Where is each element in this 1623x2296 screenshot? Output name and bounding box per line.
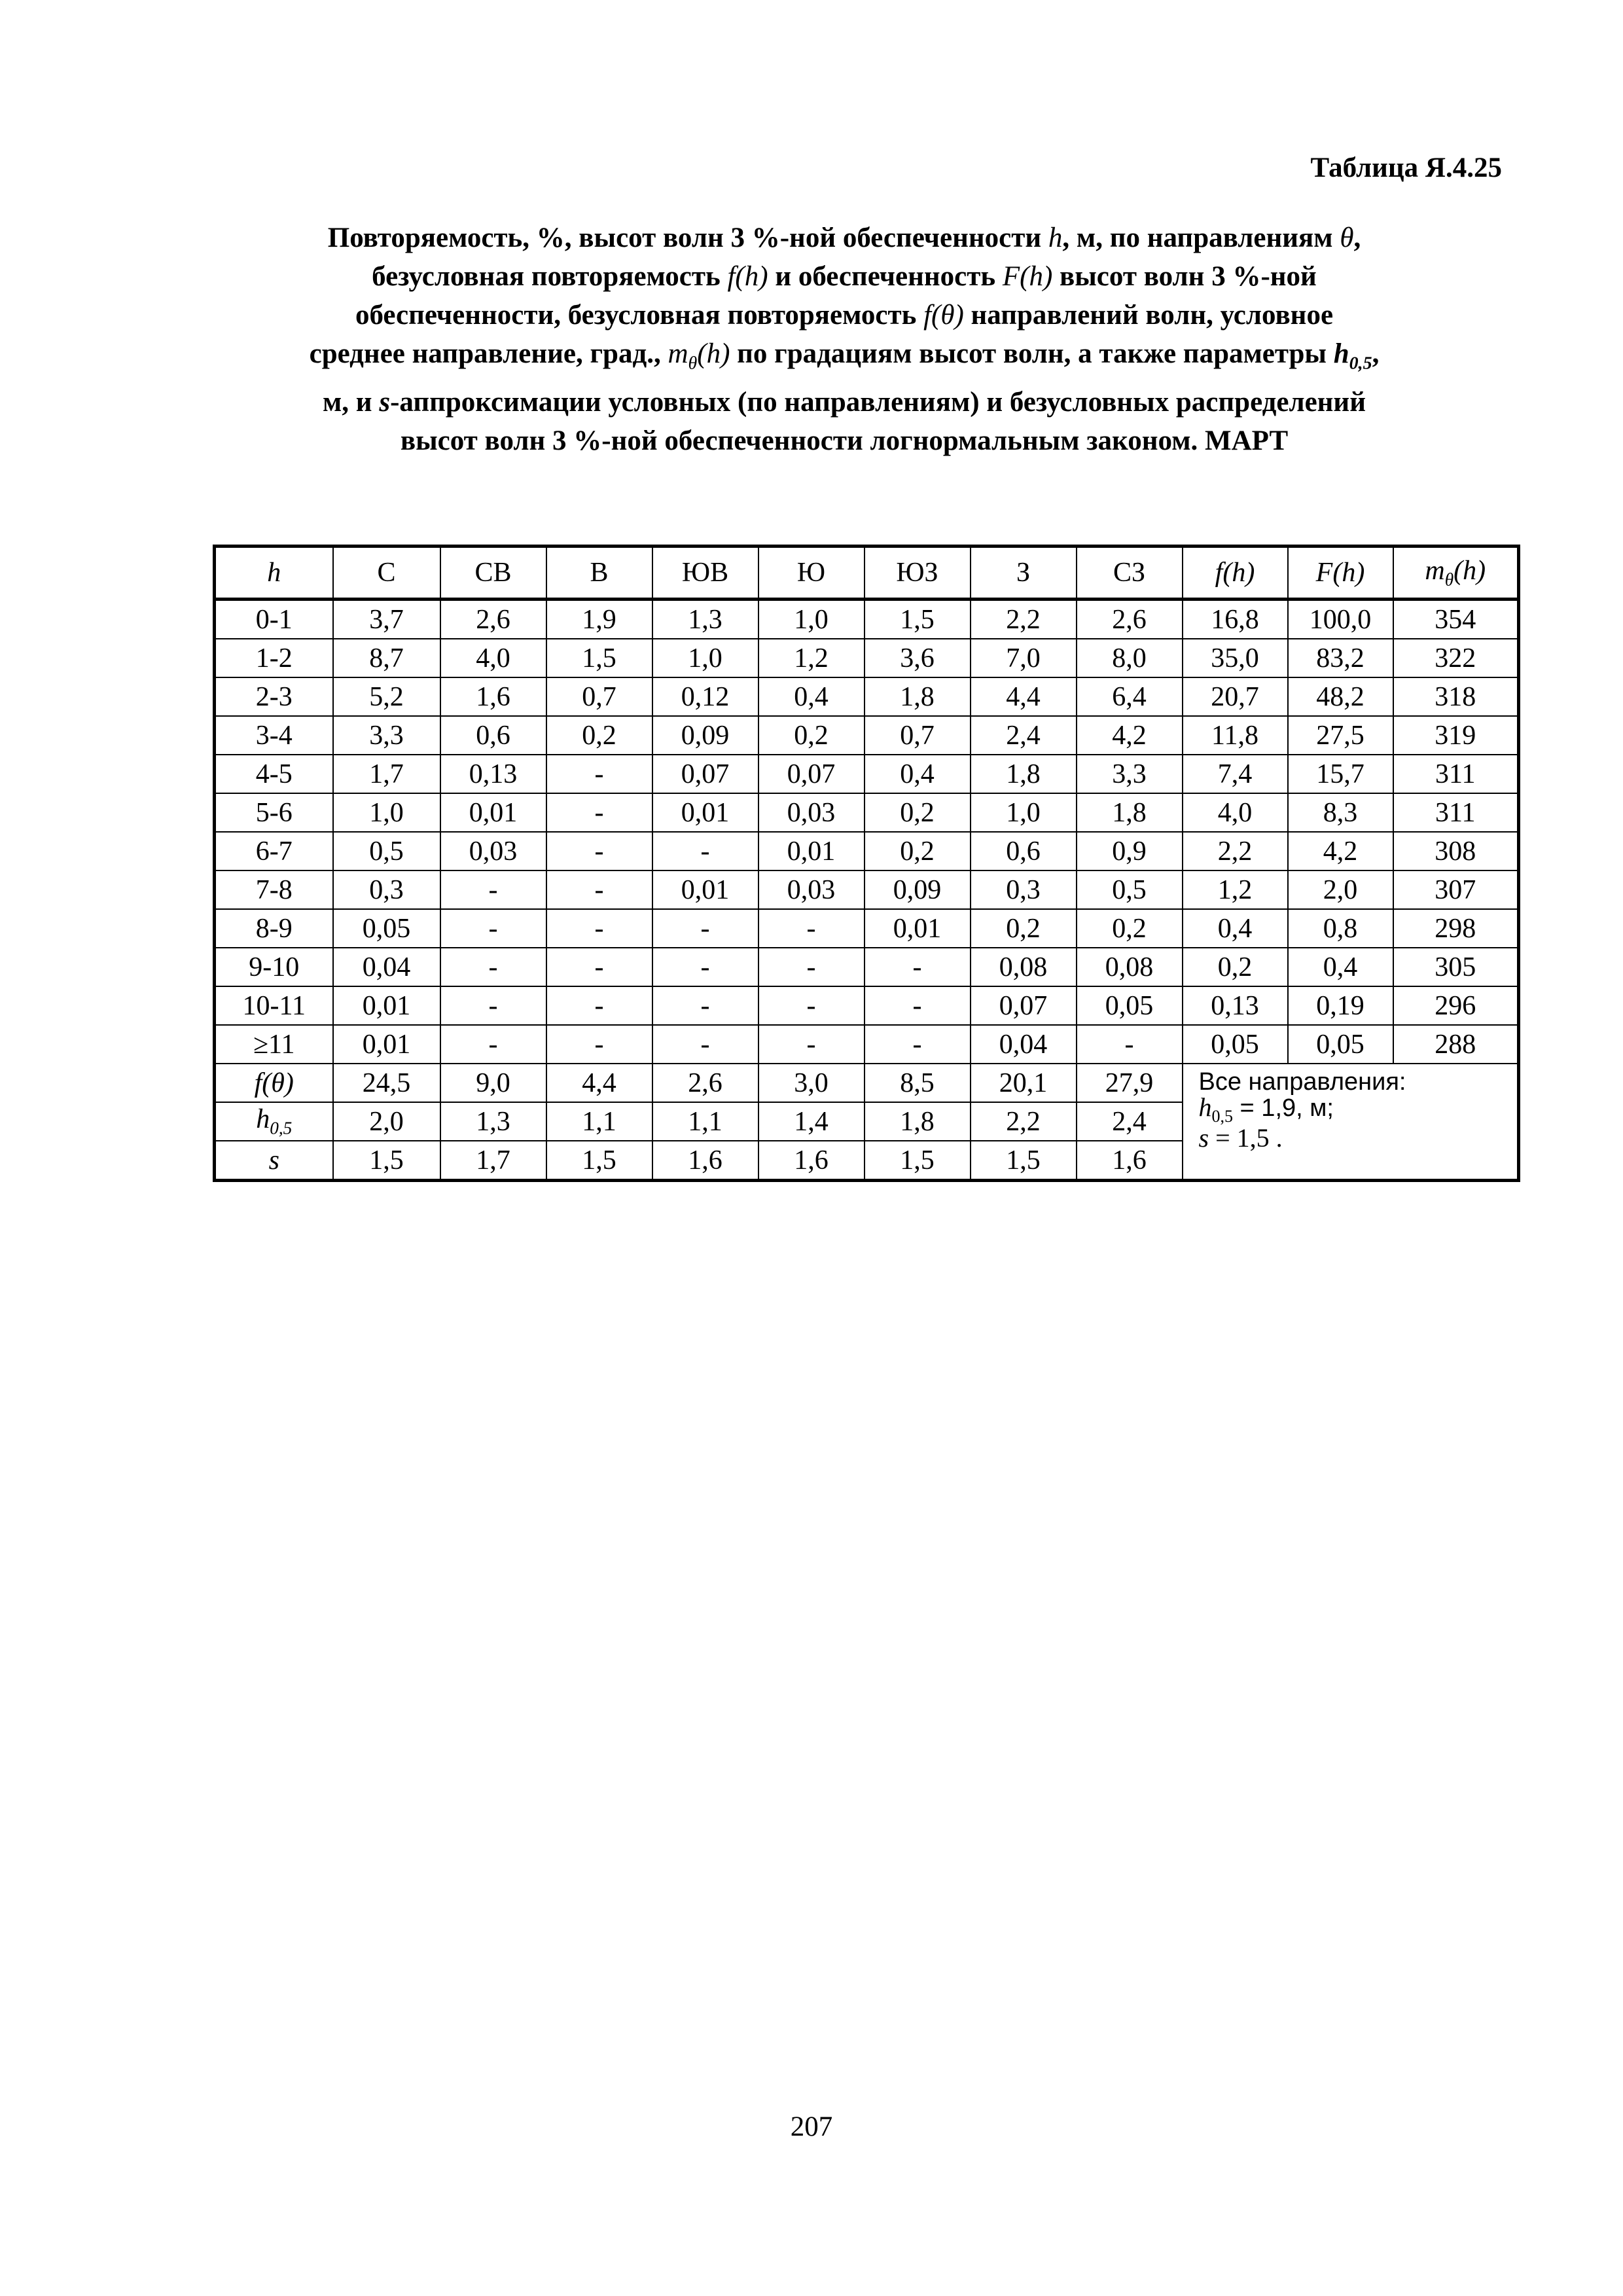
cell-s: 1,6 bbox=[1077, 1141, 1183, 1181]
row-label-h05 bbox=[215, 1102, 333, 1141]
cell-s: 1,6 bbox=[652, 1141, 758, 1181]
cell-value: 0,2 bbox=[1077, 909, 1183, 948]
cell-Fh: 48,2 bbox=[1288, 677, 1393, 716]
cell-value: 0,2 bbox=[865, 793, 971, 832]
row-h-range: ≥11 bbox=[215, 1025, 333, 1064]
cell-value: - bbox=[652, 909, 758, 948]
summary-s-label: s bbox=[1198, 1123, 1209, 1153]
cell-m: 322 bbox=[1393, 639, 1519, 677]
cell-Fh: 2,0 bbox=[1288, 870, 1393, 909]
cell-value: 0,05 bbox=[333, 909, 440, 948]
cell-value: - bbox=[758, 948, 865, 986]
cell-value: 0,2 bbox=[865, 832, 971, 870]
cell-s: 1,5 bbox=[333, 1141, 440, 1181]
cell-value: 4,0 bbox=[440, 639, 546, 677]
cell-Fh: 15,7 bbox=[1288, 755, 1393, 793]
row-h-range: 7-8 bbox=[215, 870, 333, 909]
caption-text: среднее направление, град., bbox=[309, 338, 661, 369]
cell-fh: 0,13 bbox=[1183, 986, 1288, 1025]
caption-text: , м, по направлениям bbox=[1062, 223, 1333, 253]
row-label-h05-letter: h bbox=[256, 1104, 270, 1135]
cell-value: 3,7 bbox=[333, 600, 440, 639]
row-h-range: 2-3 bbox=[215, 677, 333, 716]
cell-value: 3,6 bbox=[865, 639, 971, 677]
cell-value: - bbox=[758, 909, 865, 948]
table-header-row bbox=[215, 547, 1519, 600]
cell-value: 1,0 bbox=[971, 793, 1077, 832]
cell-ftheta: 3,0 bbox=[758, 1064, 865, 1102]
cell-value: - bbox=[652, 986, 758, 1025]
cell-value: 4,2 bbox=[1077, 716, 1183, 755]
cell-Fh: 4,2 bbox=[1288, 832, 1393, 870]
cell-value: 1,0 bbox=[333, 793, 440, 832]
caption-symbol-fh: f(h) bbox=[727, 261, 768, 292]
header-dir: ЮВ bbox=[652, 547, 758, 600]
table-caption bbox=[216, 219, 1472, 460]
cell-m: 296 bbox=[1393, 986, 1519, 1025]
cell-value: 2,4 bbox=[971, 716, 1077, 755]
row-label-ftheta: f(θ) bbox=[215, 1064, 333, 1102]
cell-value: 0,01 bbox=[440, 793, 546, 832]
row-h-range: 3-4 bbox=[215, 716, 333, 755]
cell-value: 0,04 bbox=[971, 1025, 1077, 1064]
cell-Fh: 0,19 bbox=[1288, 986, 1393, 1025]
cell-value: 0,08 bbox=[1077, 948, 1183, 986]
cell-m: 354 bbox=[1393, 600, 1519, 639]
cell-fh: 11,8 bbox=[1183, 716, 1288, 755]
header-dir: С bbox=[333, 547, 440, 600]
table-row bbox=[215, 909, 1519, 948]
caption-line-2 bbox=[216, 257, 1472, 296]
cell-m: 319 bbox=[1393, 716, 1519, 755]
summary-h05 bbox=[1199, 1094, 1518, 1125]
cell-ftheta: 9,0 bbox=[440, 1064, 546, 1102]
summary-title: Все направления: bbox=[1198, 1068, 1406, 1096]
cell-value: 0,08 bbox=[971, 948, 1077, 986]
cell-fh: 1,2 bbox=[1183, 870, 1288, 909]
table-label: Таблица Я.4.25 bbox=[1310, 152, 1502, 183]
cell-value: - bbox=[546, 755, 652, 793]
cell-value: 1,2 bbox=[758, 639, 865, 677]
header-m bbox=[1393, 547, 1519, 600]
cell-m: 288 bbox=[1393, 1025, 1519, 1064]
cell-value: 1,6 bbox=[440, 677, 546, 716]
cell-value: 0,01 bbox=[652, 870, 758, 909]
caption-symbol-theta: θ bbox=[1340, 223, 1354, 253]
table-row bbox=[215, 1025, 1519, 1064]
cell-value: - bbox=[440, 948, 546, 986]
cell-value: - bbox=[652, 832, 758, 870]
cell-value: 0,6 bbox=[440, 716, 546, 755]
cell-value: 0,01 bbox=[333, 986, 440, 1025]
cell-value: 8,0 bbox=[1077, 639, 1183, 677]
cell-h05: 2,0 bbox=[333, 1102, 440, 1141]
cell-value: 0,5 bbox=[1077, 870, 1183, 909]
cell-value: 0,7 bbox=[865, 716, 971, 755]
cell-value: 0,01 bbox=[865, 909, 971, 948]
caption-text: , bbox=[1372, 338, 1380, 369]
table-row bbox=[215, 677, 1519, 716]
cell-value: 0,5 bbox=[333, 832, 440, 870]
summary-cell bbox=[1183, 1064, 1519, 1181]
cell-value: 2,6 bbox=[1077, 600, 1183, 639]
cell-m: 308 bbox=[1393, 832, 1519, 870]
cell-Fh: 83,2 bbox=[1288, 639, 1393, 677]
cell-value: 0,12 bbox=[652, 677, 758, 716]
cell-m: 311 bbox=[1393, 793, 1519, 832]
caption-line-4 bbox=[216, 334, 1472, 383]
cell-fh: 20,7 bbox=[1183, 677, 1288, 716]
cell-s: 1,7 bbox=[440, 1141, 546, 1181]
table-row bbox=[215, 716, 1519, 755]
cell-value: 0,3 bbox=[333, 870, 440, 909]
cell-fh: 7,4 bbox=[1183, 755, 1288, 793]
row-label-h05-sub: 0,5 bbox=[270, 1118, 293, 1138]
cell-ftheta: 27,9 bbox=[1077, 1064, 1183, 1102]
cell-value: - bbox=[865, 986, 971, 1025]
row-h-range: 5-6 bbox=[215, 793, 333, 832]
cell-Fh: 27,5 bbox=[1288, 716, 1393, 755]
cell-Fh: 0,4 bbox=[1288, 948, 1393, 986]
summary-s-value: = 1,5 . bbox=[1209, 1123, 1283, 1153]
cell-value: - bbox=[865, 948, 971, 986]
cell-value: 0,01 bbox=[333, 1025, 440, 1064]
cell-fh: 0,4 bbox=[1183, 909, 1288, 948]
cell-value: - bbox=[546, 870, 652, 909]
caption-text: высот волн 3 %-ной bbox=[1060, 261, 1317, 292]
cell-m: 311 bbox=[1393, 755, 1519, 793]
caption-text: направлений волн, условное bbox=[971, 300, 1334, 331]
caption-symbol-m-sub: θ bbox=[688, 353, 698, 374]
caption-line-3 bbox=[216, 296, 1472, 334]
header-dir: СВ bbox=[440, 547, 546, 600]
header-m-sub: θ bbox=[1444, 569, 1454, 590]
cell-value: 0,2 bbox=[971, 909, 1077, 948]
caption-line-1 bbox=[216, 219, 1472, 257]
cell-value: 1,9 bbox=[546, 600, 652, 639]
cell-m: 298 bbox=[1393, 909, 1519, 948]
cell-s: 1,5 bbox=[546, 1141, 652, 1181]
summary-h05-label: h bbox=[1198, 1092, 1212, 1122]
cell-value: 0,03 bbox=[758, 870, 865, 909]
cell-h05: 1,1 bbox=[652, 1102, 758, 1141]
caption-symbol-m-arg: (h) bbox=[697, 338, 730, 369]
cell-value: - bbox=[440, 986, 546, 1025]
cell-value: 2,6 bbox=[440, 600, 546, 639]
cell-value: - bbox=[546, 1025, 652, 1064]
header-h: h bbox=[215, 547, 333, 600]
row-label-s: s bbox=[215, 1141, 333, 1181]
header-dir: З bbox=[971, 547, 1077, 600]
cell-fh: 0,2 bbox=[1183, 948, 1288, 986]
cell-Fh: 8,3 bbox=[1288, 793, 1393, 832]
cell-value: - bbox=[1077, 1025, 1183, 1064]
cell-value: 6,4 bbox=[1077, 677, 1183, 716]
cell-m: 307 bbox=[1393, 870, 1519, 909]
cell-value: 0,03 bbox=[440, 832, 546, 870]
cell-ftheta: 24,5 bbox=[333, 1064, 440, 1102]
table-row bbox=[215, 870, 1519, 909]
cell-value: 0,07 bbox=[652, 755, 758, 793]
caption-text: обеспеченности, безусловная повторяемость bbox=[355, 300, 917, 331]
cell-value: 0,07 bbox=[971, 986, 1077, 1025]
table-row bbox=[215, 600, 1519, 639]
cell-s: 1,5 bbox=[971, 1141, 1077, 1181]
caption-symbol-m bbox=[668, 338, 730, 374]
cell-value: 1,0 bbox=[758, 600, 865, 639]
row-h-range: 1-2 bbox=[215, 639, 333, 677]
summary-h05-value: = 1,9, м; bbox=[1233, 1094, 1334, 1122]
cell-value: 0,2 bbox=[546, 716, 652, 755]
caption-text: , bbox=[1353, 223, 1361, 253]
table-row-ftheta bbox=[215, 1064, 1519, 1102]
page-number: 207 bbox=[790, 2111, 833, 2142]
cell-h05: 2,4 bbox=[1077, 1102, 1183, 1141]
cell-value: 2,2 bbox=[971, 600, 1077, 639]
caption-text: по градациям высот волн, а также параметры bbox=[737, 338, 1327, 369]
table-row bbox=[215, 639, 1519, 677]
caption-symbol-s: s bbox=[379, 386, 391, 418]
caption-symbol-Fh: F(h) bbox=[1002, 261, 1053, 292]
caption-text: и обеспеченность bbox=[775, 261, 996, 292]
cell-value: - bbox=[546, 948, 652, 986]
cell-value: 3,3 bbox=[333, 716, 440, 755]
cell-fh: 16,8 bbox=[1183, 600, 1288, 639]
header-dir: СЗ bbox=[1077, 547, 1183, 600]
cell-Fh: 0,05 bbox=[1288, 1025, 1393, 1064]
caption-symbol-m-letter: m bbox=[668, 338, 688, 369]
cell-value: 1,7 bbox=[333, 755, 440, 793]
header-dir: В bbox=[546, 547, 652, 600]
cell-h05: 1,1 bbox=[546, 1102, 652, 1141]
cell-value: 1,5 bbox=[546, 639, 652, 677]
cell-value: - bbox=[440, 909, 546, 948]
cell-value: 0,03 bbox=[758, 793, 865, 832]
cell-fh: 2,2 bbox=[1183, 832, 1288, 870]
cell-value: 5,2 bbox=[333, 677, 440, 716]
cell-fh: 0,05 bbox=[1183, 1025, 1288, 1064]
header-m-arg: (h) bbox=[1454, 555, 1486, 586]
cell-value: 0,01 bbox=[652, 793, 758, 832]
caption-symbol-h05 bbox=[1333, 338, 1372, 374]
cell-value: 0,6 bbox=[971, 832, 1077, 870]
cell-value: - bbox=[546, 793, 652, 832]
cell-value: 4,4 bbox=[971, 677, 1077, 716]
header-dir: ЮЗ bbox=[865, 547, 971, 600]
row-h-range: 8-9 bbox=[215, 909, 333, 948]
row-h-range: 10-11 bbox=[215, 986, 333, 1025]
cell-value: 8,7 bbox=[333, 639, 440, 677]
summary-s bbox=[1199, 1125, 1518, 1151]
cell-h05: 1,3 bbox=[440, 1102, 546, 1141]
caption-symbol-h05-sub: 0,5 bbox=[1349, 353, 1372, 374]
caption-text: -аппроксимации условных (по направлениям) и безусловных распределений bbox=[390, 386, 1366, 418]
cell-Fh: 100,0 bbox=[1288, 600, 1393, 639]
cell-fh: 4,0 bbox=[1183, 793, 1288, 832]
caption-text: Повторяемость, %, высот волн 3 %-ной обеспеченности bbox=[327, 223, 1042, 253]
cell-s: 1,6 bbox=[758, 1141, 865, 1181]
cell-value: 0,05 bbox=[1077, 986, 1183, 1025]
header-dir: Ю bbox=[758, 547, 865, 600]
row-h-range: 9-10 bbox=[215, 948, 333, 986]
summary-h05-sub: 0,5 bbox=[1211, 1107, 1233, 1126]
cell-value: 0,4 bbox=[758, 677, 865, 716]
cell-ftheta: 2,6 bbox=[652, 1064, 758, 1102]
cell-h05: 1,8 bbox=[865, 1102, 971, 1141]
cell-value: 0,9 bbox=[1077, 832, 1183, 870]
cell-value: - bbox=[440, 870, 546, 909]
caption-text: высот волн 3 %-ной обеспеченности логнормальным законом. МАРТ bbox=[400, 425, 1289, 456]
cell-value: 1,0 bbox=[652, 639, 758, 677]
cell-ftheta: 20,1 bbox=[971, 1064, 1077, 1102]
table-row bbox=[215, 986, 1519, 1025]
cell-value: 1,3 bbox=[652, 600, 758, 639]
cell-m: 318 bbox=[1393, 677, 1519, 716]
cell-value: - bbox=[546, 986, 652, 1025]
caption-line-5 bbox=[216, 383, 1472, 422]
cell-value: 0,2 bbox=[758, 716, 865, 755]
cell-Fh: 0,8 bbox=[1288, 909, 1393, 948]
cell-value: 0,7 bbox=[546, 677, 652, 716]
table-row bbox=[215, 793, 1519, 832]
cell-value: - bbox=[440, 1025, 546, 1064]
caption-symbol-h: h bbox=[1048, 223, 1063, 253]
cell-ftheta: 4,4 bbox=[546, 1064, 652, 1102]
caption-line-6 bbox=[216, 422, 1472, 460]
cell-fh: 35,0 bbox=[1183, 639, 1288, 677]
cell-value: 0,09 bbox=[652, 716, 758, 755]
header-m-letter: m bbox=[1425, 555, 1445, 586]
cell-value: 0,13 bbox=[440, 755, 546, 793]
cell-value: - bbox=[546, 909, 652, 948]
cell-value: 0,04 bbox=[333, 948, 440, 986]
cell-s: 1,5 bbox=[865, 1141, 971, 1181]
cell-value: 0,07 bbox=[758, 755, 865, 793]
caption-symbol-h05-letter: h bbox=[1333, 338, 1349, 369]
table-row bbox=[215, 948, 1519, 986]
cell-m: 305 bbox=[1393, 948, 1519, 986]
wave-height-table bbox=[213, 545, 1520, 1182]
cell-value: - bbox=[546, 832, 652, 870]
cell-value: - bbox=[865, 1025, 971, 1064]
header-Fh: F(h) bbox=[1288, 547, 1393, 600]
cell-value: 0,01 bbox=[758, 832, 865, 870]
cell-value: 0,3 bbox=[971, 870, 1077, 909]
cell-value: 3,3 bbox=[1077, 755, 1183, 793]
row-h-range: 4-5 bbox=[215, 755, 333, 793]
caption-text: безусловная повторяемость bbox=[372, 261, 721, 292]
table-row bbox=[215, 755, 1519, 793]
cell-h05: 1,4 bbox=[758, 1102, 865, 1141]
cell-value: - bbox=[758, 1025, 865, 1064]
cell-value: 0,4 bbox=[865, 755, 971, 793]
row-h-range: 0-1 bbox=[215, 600, 333, 639]
cell-value: - bbox=[758, 986, 865, 1025]
cell-value: - bbox=[652, 1025, 758, 1064]
cell-value: 1,5 bbox=[865, 600, 971, 639]
header-fh: f(h) bbox=[1183, 547, 1288, 600]
caption-symbol-ftheta: f(θ) bbox=[923, 300, 964, 331]
cell-value: 1,8 bbox=[865, 677, 971, 716]
cell-value: - bbox=[652, 948, 758, 986]
cell-value: 0,09 bbox=[865, 870, 971, 909]
table-row bbox=[215, 832, 1519, 870]
cell-value: 1,8 bbox=[971, 755, 1077, 793]
row-h-range: 6-7 bbox=[215, 832, 333, 870]
cell-ftheta: 8,5 bbox=[865, 1064, 971, 1102]
cell-value: 7,0 bbox=[971, 639, 1077, 677]
cell-value: 1,8 bbox=[1077, 793, 1183, 832]
caption-text: м, и bbox=[323, 386, 372, 418]
cell-h05: 2,2 bbox=[971, 1102, 1077, 1141]
